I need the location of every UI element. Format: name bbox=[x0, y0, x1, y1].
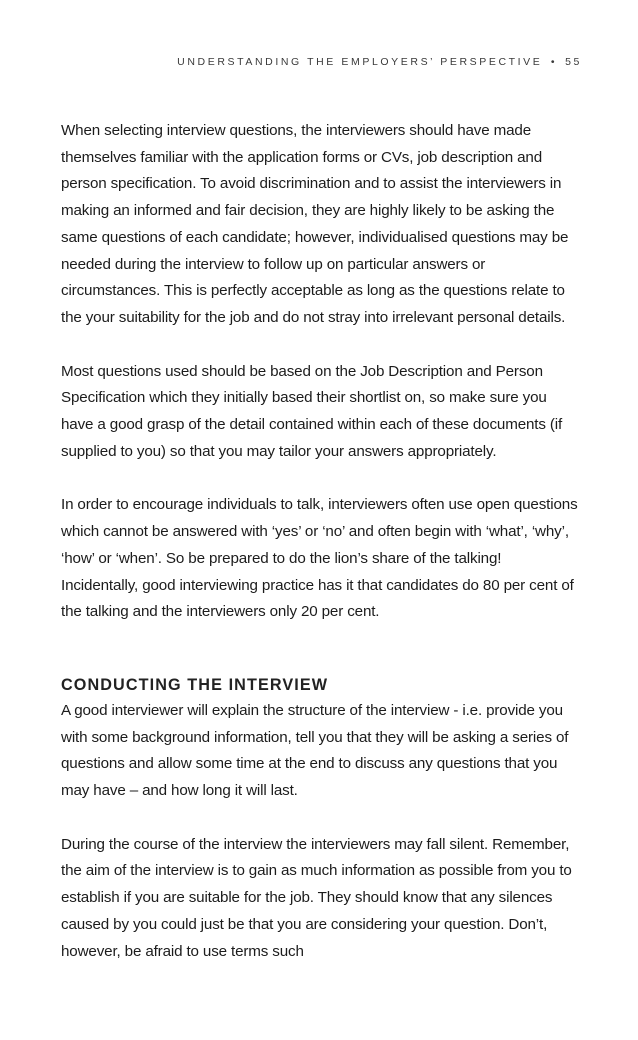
header-separator: • bbox=[550, 56, 555, 68]
paragraph-job-description: Most questions used should be based on the Job Description and Person Specification which they initially based their shortlist on, so make sure you have a good grasp of the detail contained within each of these documents (if supplied to you) so that you may tailor your answers appropriately. bbox=[61, 362, 563, 460]
body-text bbox=[61, 118, 581, 965]
paragraph-interview-structure: A good interviewer will explain the structure of the interview - i.e. provide you with some background information, tell you that they will be asking a series of questions and allow some time at the end to discuss any questions that you may have – and how long it will last. bbox=[61, 701, 569, 800]
running-header-title: UNDERSTANDING THE EMPLOYERS’ PERSPECTIVE bbox=[177, 56, 543, 68]
page-number: 55 bbox=[565, 56, 582, 68]
paragraph-silences: During the course of the interview the interviewers may fall silent. Remember, the aim of the interview is to gain as much information as possible from you to establish if you are suitable for the job. They should know that any silences caused by you could just be that you are considering your question. Don’t, however, be afraid to use terms such bbox=[61, 835, 572, 960]
running-header bbox=[177, 56, 582, 68]
paragraph-selecting-questions: When selecting interview questions, the interviewers should have made themselves familiar with the application forms or CVs, job description and person specification. To avoid discrimination and to assist the interviewers in making an informed and fair decision, they are highly likely to be asking the same questions of each candidate; however, individualised questions may be needed during the interview to follow up on particular answers or circumstances. This is perfectly acceptable as long as the questions relate to the your suitability for the job and do not stray into irrelevant personal details. bbox=[61, 122, 569, 326]
paragraph-open-questions: In order to encourage individuals to talk, interviewers often use open questions which cannot be answered with ‘yes’ or ‘no’ and often begin with ‘what’, ‘why’, ‘how’ or ‘when’. So be prepared to do the lion’s share of the talking! Incidentally, good interviewing practice has it that candidates do 80 per cent of the talking and the interviewers only 20 per cent. bbox=[61, 496, 578, 621]
section-heading: CONDUCTING THE INTERVIEW bbox=[61, 675, 329, 694]
